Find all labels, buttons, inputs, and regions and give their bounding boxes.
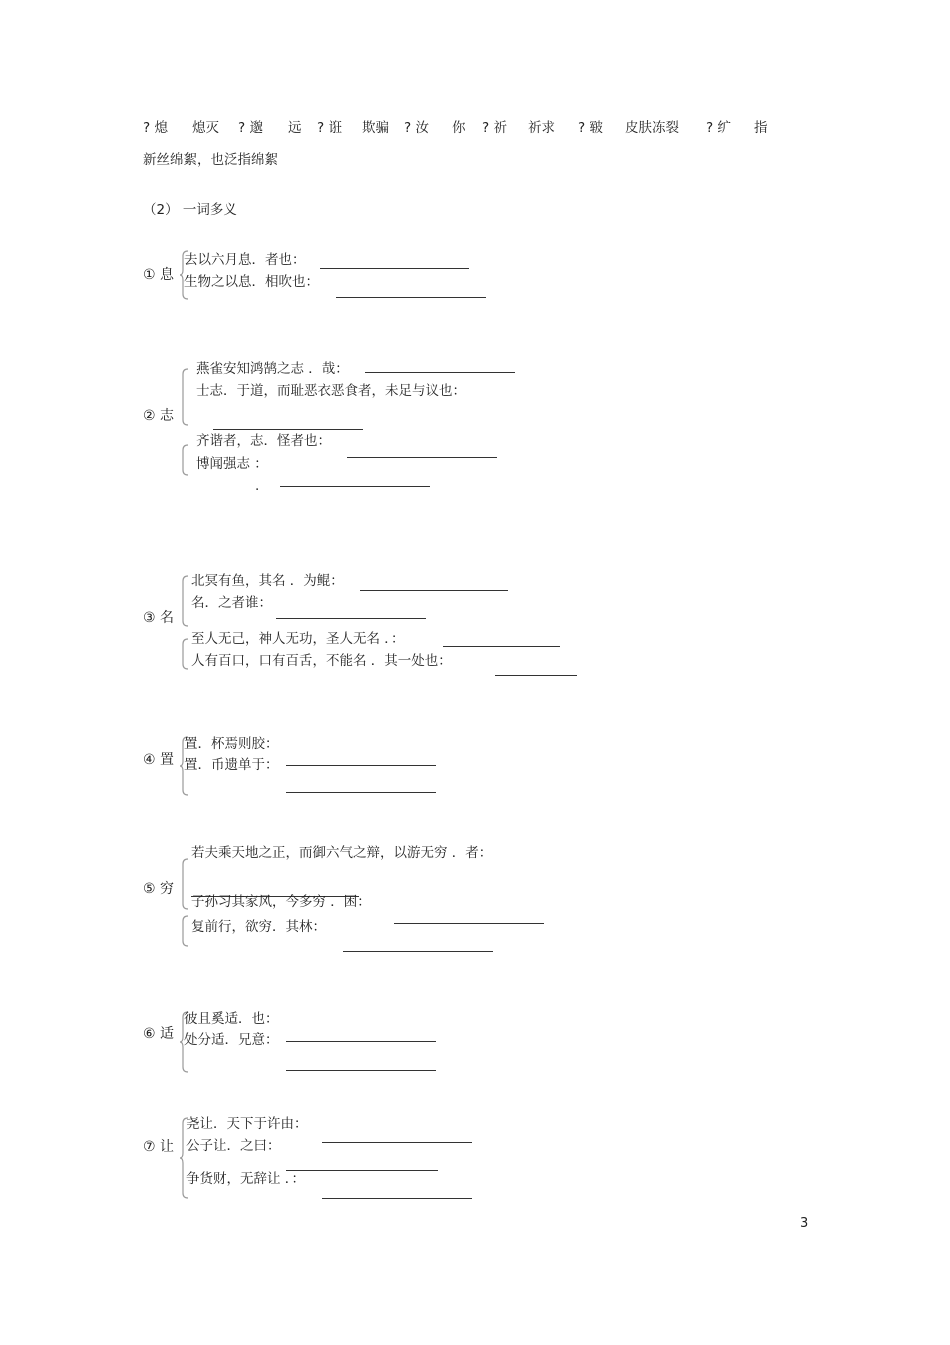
vocab-word-miao: ? 邈 [238, 120, 263, 136]
item-6-answer-blank-1[interactable] [286, 1041, 436, 1042]
item-2-answer-blank-1[interactable] [365, 372, 515, 373]
vocab-gloss-ru: 你 [452, 120, 466, 136]
item-1-answer-blank-2[interactable] [336, 297, 486, 298]
item-5-answer-blank-3[interactable] [343, 951, 493, 952]
vocab-word-qi: ? 祈 [482, 120, 507, 136]
item-7-sentence-2: 公子让．之曰： [186, 1138, 281, 1154]
item-2-sentence-3: 齐谐者，志．怪者也： [196, 433, 331, 449]
vocab-line-2: 新丝绵絮，也泛指绵絮 [143, 152, 278, 168]
item-4-label: ④ 置 [143, 752, 175, 768]
item-1-sentence-2: 生物之以息．相吹也： [184, 274, 319, 290]
item-3-answer-blank-3[interactable] [443, 646, 560, 647]
item-6-label: ⑥ 适 [143, 1026, 175, 1042]
vocab-gloss-xi: 熄灭 [192, 120, 219, 136]
item-3-sentence-4: 人有百口，口有百舌，不能名 ．其一处也： [191, 653, 452, 669]
item-2-label: ② 志 [143, 408, 175, 424]
item-3-sentence-3: 至人无己，神人无功，圣人无名 ．： [191, 631, 405, 647]
item-1-sentence-1: 去以六月息．者也： [184, 252, 306, 268]
item-1-label: ① 息 [143, 267, 175, 283]
item-2-extra-dot: . [255, 478, 260, 494]
item-5-sentence-1: 若夫乘天地之正，而御六气之辩，以游无穷 ．者： [191, 845, 493, 861]
item-1-answer-blank-1[interactable] [320, 268, 469, 269]
vocab-word-ru: ? 汝 [404, 120, 429, 136]
item-5-sentence-3: 复前行，欲穷．其林： [191, 919, 326, 935]
item-7-label: ⑦ 让 [143, 1139, 175, 1155]
item-5-sentence-2: 子孙习其家风，今多穷 ．困： [191, 894, 371, 910]
item-2-sentence-1: 燕雀安知鸿鹄之志 ．哉： [196, 361, 349, 377]
item-2-sentence-4: 博闻强志 ： [196, 456, 268, 472]
vocab-gloss-qi: 祈求 [528, 120, 555, 136]
item-3-sentence-2: 名．之者谁： [191, 595, 272, 611]
item-2-brace-bottom [180, 444, 190, 476]
item-5-brace-bottom [180, 915, 190, 947]
item-5-brace-top [180, 858, 190, 910]
page-number: 3 [800, 1216, 809, 1231]
vocab-gloss-kuang: 欺骗 [362, 120, 389, 136]
item-2-sentence-2: 士志．于道，而耻恶衣恶食者，未足与议也： [196, 383, 466, 399]
item-5-answer-blank-2[interactable] [394, 923, 544, 924]
item-6-sentence-1: 彼且奚适．也： [184, 1011, 279, 1027]
vocab-word-kuang2: ? 纩 [706, 120, 731, 136]
item-3-sentence-1: 北冥有鱼，其名 ．为鲲： [191, 573, 344, 589]
vocab-gloss-kuang2: 指 [754, 120, 768, 136]
item-4-sentence-1: 置．杯焉则胶： [184, 736, 279, 752]
item-4-sentence-2: 置．币遗单于： [184, 757, 279, 773]
item-4-answer-blank-2[interactable] [286, 792, 436, 793]
item-4-answer-blank-1[interactable] [286, 765, 436, 766]
vocab-gloss-jun: 皮肤冻裂 [625, 120, 679, 136]
item-2-answer-blank-4[interactable] [280, 486, 430, 487]
item-3-answer-blank-2[interactable] [276, 618, 426, 619]
vocab-word-jun: ? 皲 [578, 120, 603, 136]
item-2-answer-blank-3[interactable] [347, 457, 497, 458]
item-3-answer-blank-1[interactable] [360, 590, 508, 591]
item-2-brace-top [180, 368, 190, 426]
item-6-answer-blank-2[interactable] [286, 1070, 436, 1071]
item-7-sentence-1: 尧让．天下于许由： [186, 1116, 308, 1132]
item-7-answer-blank-1[interactable] [322, 1142, 472, 1143]
vocab-word-xi: ? 熄 [143, 120, 168, 136]
vocab-word-kuang: ? 诳 [317, 120, 342, 136]
item-7-answer-blank-2[interactable] [286, 1170, 438, 1171]
item-3-brace-top [180, 575, 190, 627]
item-5-label: ⑤ 穷 [143, 881, 175, 897]
item-3-label: ③ 名 [143, 610, 175, 626]
item-2-answer-blank-2[interactable] [213, 429, 363, 430]
item-7-answer-blank-3[interactable] [322, 1198, 472, 1199]
vocab-gloss-miao: 远 [288, 120, 302, 136]
item-3-answer-blank-4[interactable] [495, 675, 577, 676]
section-title: （2） 一词多义 [143, 202, 237, 218]
item-3-brace-bottom [180, 638, 190, 670]
item-6-sentence-2: 处分适．兄意： [184, 1032, 279, 1048]
item-7-sentence-3: 争货财，无辞让 ．： [186, 1171, 306, 1187]
